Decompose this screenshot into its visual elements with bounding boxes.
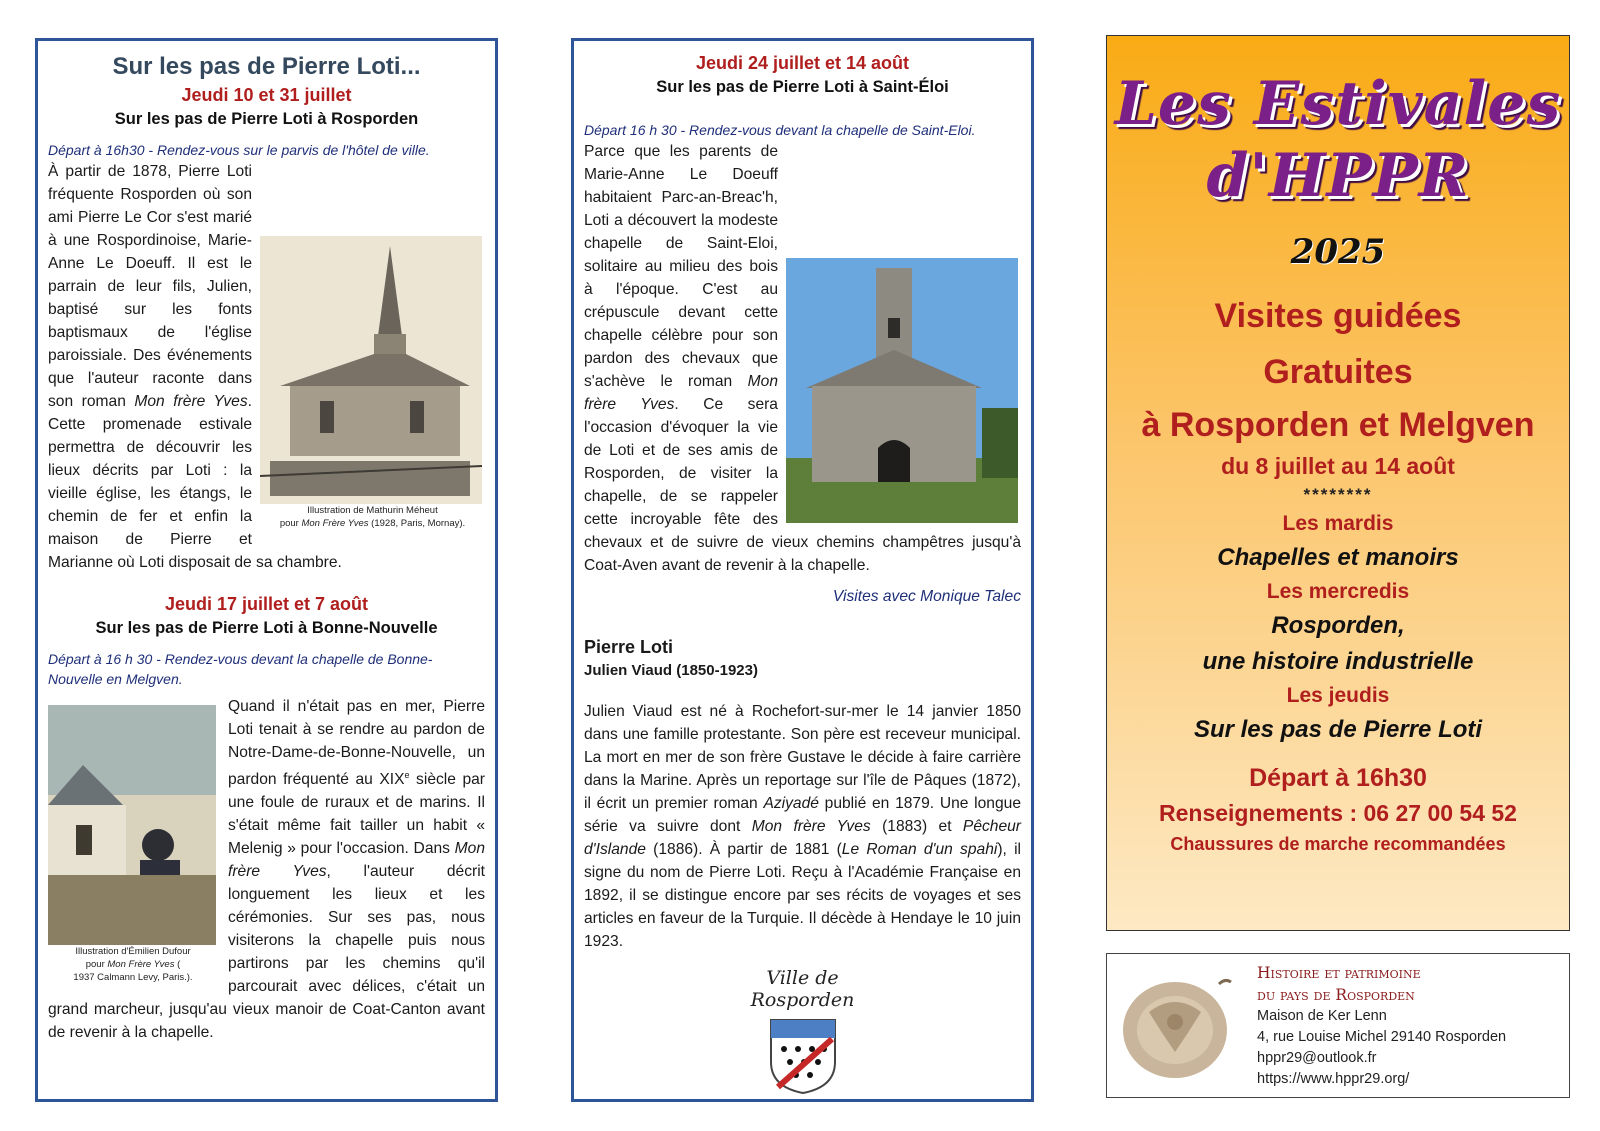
bio-title: Pierre Loti [584, 637, 674, 657]
panel-main-title: Sur les pas de Pierre Loti... [112, 53, 421, 80]
section-body: Illustration d'Émilien Dufour pour Mon Frère Yves ( 1937 Calmann Levy, Paris.). Quand il n'était pas en mer, Pierre Loti tenait à se rendre au pardon de Notre-Dame-de-Bonne-Nouvelle, un pardon fréquenté au XIXe siècle par une foule de ruraux et de marins. Il s'était même fait tailler un habit « Melenig » pour l'occasion. Dans Mon frère Yves, l'auteur décrit longuement les lieux et les cérémonies. Sur ses pas, nous visiterons la chapelle puis nous partirons par les chemins qu'il parcourait avec délices, c'était un grand marcheur, jusqu'au vieux manoir de Coat-Canton avant de revenir à la chapelle. [48, 698, 485, 1042]
poster-line: Gratuites [1263, 353, 1413, 391]
section-body: Parce que les parents de Marie-Anne Le Doeuff habitaient Parc-an-Breac'h, Loti a découvert la modeste chapelle de Saint-Eloi, solitaire au milieu des bois à l'époque. C'est au crépuscule devant cette chapelle célèbre pour son pardon des chevaux que s'achève le roman Mon frère Yves. Ce sera l'occasion d'évoquer la vie de Loti et de ses amis de Rosporden, de visiter la chapelle, de se rappeler cette incroyable fête des chevaux et de suivre de vieux chemins champêtres jusqu'à Coat-Aven avant de revenir à la chapelle. [584, 143, 1021, 574]
poster-day: Les mardis [1282, 512, 1394, 535]
left-panel [35, 38, 498, 1102]
poster-note: Chaussures de marche recommandées [1170, 834, 1506, 854]
section-subtitle: Sur les pas de Pierre Loti à Bonne-Nouvelle [95, 619, 438, 637]
house-name: Maison de Ker Lenn [1257, 1008, 1387, 1024]
departure-info: Départ 16 h 30 - Rendez-vous devant la chapelle de Saint-Eloi. [584, 122, 976, 138]
chapel-photo-image [786, 258, 1018, 523]
poster-separator: ******** [1303, 485, 1373, 504]
poster-panel [1106, 35, 1570, 931]
email-link[interactable]: hppr29@outlook.fr [1257, 1050, 1377, 1066]
contact-panel [1106, 953, 1570, 1098]
departure-info: Départ à 16 h 30 - Rendez-vous devant la chapelle de Bonne-Nouvelle en Melgven. [48, 651, 433, 687]
association-name: Histoire et patrimoine [1257, 964, 1421, 982]
section-date: Jeudi 17 juillet et 7 août [164, 594, 369, 614]
section-subtitle: Sur les pas de Pierre Loti à Rosporden [114, 110, 419, 128]
town-logo: Ville de Rosporden [584, 967, 1021, 1102]
poster-theme: Chapelles et manoirs [1217, 544, 1459, 571]
poster-title: Les Estivales d'HPPR [1114, 69, 1562, 211]
guide-credit: Visites avec Monique Talec [832, 588, 1021, 605]
saint-eloi-chapel-photo [786, 258, 1021, 523]
church-sketch-image [260, 236, 482, 504]
poster-theme: Sur les pas de Pierre Loti [1193, 716, 1483, 743]
poster-day: Les mercredis [1266, 580, 1410, 603]
poster-year: 2025 [1290, 232, 1386, 272]
section-date: Jeudi 24 juillet et 14 août [695, 53, 910, 73]
bio-subtitle: Julien Viaud (1850-1923) [584, 662, 758, 679]
bio-text: Julien Viaud est né à Rochefort-sur-mer le 14 janvier 1850 dans une famille protestante. Son père est receveur municipal. La mort en mer de son frère Gustave le décide à faire carrière dans la Marine. Après un reportage sur l'île de Pâques (1872), il écrit un premier roman Aziyadé publié en 1879. Une longue série va suivre dont Mon frère Yves (1883) et Pêcheur d'Islande (1886). À partir de 1881 (Le Roman d'un spahi), il signe du nom de Pierre Loti. Reçu à l'Académie Française en 1892, il se distingue encore par ses récits de voyages et ses articles en faveur de la Turquie. Il décède à Hendaye le 10 juin 1923. [584, 703, 1022, 950]
association-name: du pays de Rosporden [1257, 986, 1415, 1004]
address: 4, rue Louise Michel 29140 Rosporden [1257, 1029, 1507, 1045]
middle-panel [571, 38, 1034, 1102]
chapel-watercolor-image [48, 705, 216, 945]
poster-theme: une histoire industrielle [1202, 648, 1474, 675]
poster-departure: Départ à 16h30 [1249, 764, 1427, 792]
illustration-caption: Illustration d'Émilien Dufour pour Mon Frère Yves ( 1937 Calmann Levy, Paris.). [73, 946, 193, 983]
coat-of-arms-icon [768, 1017, 838, 1095]
poster-dates: du 8 juillet au 14 août [1221, 453, 1455, 479]
poster-line: Visites guidées [1214, 297, 1462, 335]
association-logo-icon [1119, 972, 1237, 1082]
illustration-caption: Illustration de Mathurin Méheut pour Mon Frère Yves (1928, Paris, Mornay). [279, 505, 466, 529]
chapel-illustration [48, 705, 218, 984]
departure-info: Départ à 16h30 - Rendez-vous sur le parvis de l'hôtel de ville. [48, 142, 430, 158]
section-subtitle: Sur les pas de Pierre Loti à Saint-Éloi [656, 78, 949, 96]
section-date: Jeudi 10 et 31 juillet [181, 85, 352, 105]
website-link[interactable]: https://www.hppr29.org/ [1257, 1071, 1410, 1087]
poster-line: à Rosporden et Melgven [1141, 406, 1535, 444]
section-body: Illustration de Mathurin Méheut pour Mon Frère Yves (1928, Paris, Mornay). À partir de 1878, Pierre Loti fréquente Rosporden où son ami Pierre Le Cor s'est marié à une Rospordinoise, Marie-Anne Le Doeuff. Il est le parrain de leur fils, Julien, baptisé sur les fonts baptismaux de l'église paroissiale. Des événements que l'auteur raconte dans son roman Mon frère Yves. Cette promenade estivale permettra de découvrir les lieux décrits par Loti : la vieille église, les étangs, le chemin de fer et enfin la maison de Pierre et Marianne où Loti disposait de sa chambre. [48, 160, 485, 574]
poster-theme: Rosporden, [1271, 612, 1405, 639]
association-info [1257, 962, 1506, 1090]
poster-day: Les jeudis [1286, 684, 1390, 707]
church-illustration [260, 236, 485, 530]
poster-phone: Renseignements : 06 27 00 54 52 [1159, 800, 1517, 826]
